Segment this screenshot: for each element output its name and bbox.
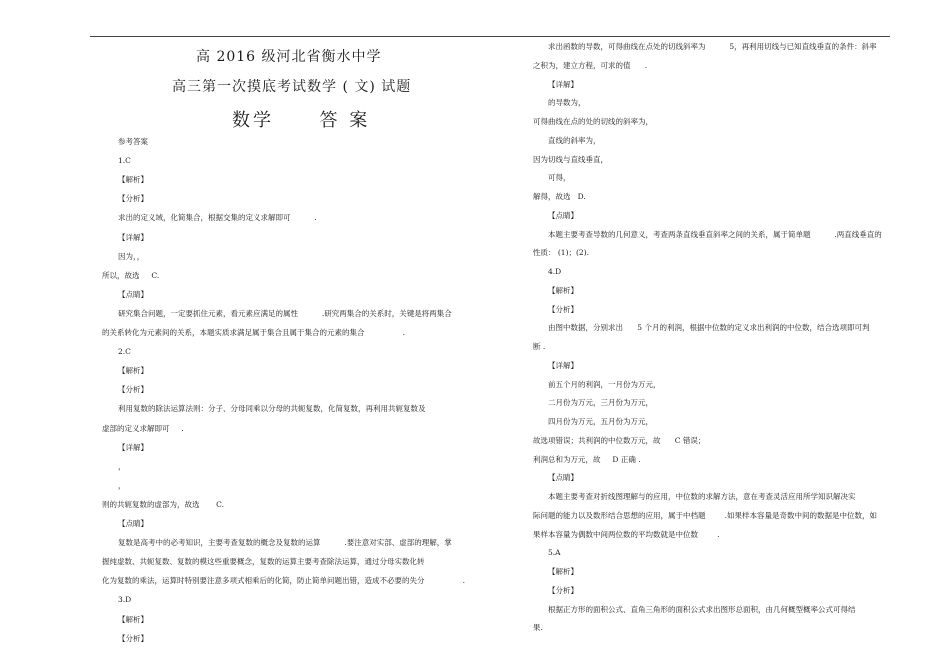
left-column-line: 研究集合问题，一定要抓住元素，看元素应满足的属性 .研究两集合的关系时，关键是将两集合 xyxy=(118,308,452,318)
left-column-line: 复数是高考中的必考知识，主要考查复数的概念及复数的运算 .要注意对实部、虚部的理解，掌 xyxy=(118,538,452,548)
left-column-line: 求出的定义域，化简集合，根据交集的定义求解即可 . xyxy=(118,213,317,223)
right-column-line: 的导数为， xyxy=(548,98,586,108)
left-column-line: 则的共轭复数的虚部为，故选 C. xyxy=(102,499,225,509)
left-column-line: 虚部的定义求解即可 . xyxy=(102,423,184,433)
left-column-line: 【详解】 xyxy=(118,232,148,242)
title-word-answer: 答 案 xyxy=(319,110,371,131)
top-rule xyxy=(90,36,890,37)
right-column-line: 利润总和为万元，故 D 正确 . xyxy=(533,454,641,464)
left-column-line: ， xyxy=(118,461,126,471)
left-column-line: 化为复数的乘法，运算时特别要注意多项式相乘后的化简，防止简单问题出错，造成不必要的失分 . xyxy=(102,576,466,586)
right-column-line: 【点睛】 xyxy=(548,210,578,220)
left-column-line: 【解析】 xyxy=(118,175,148,185)
right-column-line: 本题主要考查导数的几何意义，考查两条直线垂直斜率之间的关系，属于简单题 .两直线垂直的 xyxy=(548,229,882,239)
right-column-line: 故选项错误；共利润的中位数万元，故 C 错误； xyxy=(533,435,706,445)
left-column-line: 握纯虚数、共轭复数、复数的模这些重要概念，复数的运算主要考查除法运算，通过分母实数化转 xyxy=(102,557,425,567)
right-column-line: 可得曲线在点的处的切线的斜率为， xyxy=(533,117,653,126)
left-column-line: 参考答案 xyxy=(118,137,148,146)
title-answer xyxy=(232,106,370,132)
right-column-line: 二月份为万元，三月份为万元， xyxy=(548,398,653,408)
left-column-line: 的关系转化为元素间的关系，本题实质求满足属于集合且属于集合的元素的集合 . xyxy=(102,328,406,337)
right-column-line: 本题主要考查对折线图理解与的应用，中位数的求解方法，意在考查灵活应用所学知识解决实 xyxy=(548,492,856,501)
right-column-line: 直线的斜率为， xyxy=(548,135,601,145)
left-column-line: 【详解】 xyxy=(118,442,148,452)
left-column-line: 因为，， xyxy=(118,251,145,261)
right-column-line: 【解析】 xyxy=(548,567,578,576)
right-column-line: 四月份为万元，五月份为万元， xyxy=(548,417,653,426)
right-column-line: 前五个月的利润，一月份为万元， xyxy=(548,379,661,389)
left-column-line: 所以，故选 C. xyxy=(102,270,160,280)
right-column-line: 可得， xyxy=(548,173,571,183)
right-column-line: 因为切线与直线垂直， xyxy=(533,154,608,164)
right-column-line: 【分析】 xyxy=(548,304,578,314)
left-column-line: 3.D xyxy=(118,595,132,605)
left-column-line: 【分析】 xyxy=(118,385,148,395)
right-column-line: 由图中数据，分别求出 5 个月的利润，根据中位数的定义求出利润的中位数，结合选项即可判 xyxy=(548,323,870,333)
right-column-line: 4.D xyxy=(548,267,562,276)
right-column-line: 解得，故选 D. xyxy=(533,192,586,201)
right-column-line: 断 . xyxy=(533,342,546,351)
left-column-line: 【解析】 xyxy=(118,366,148,376)
right-column-line: 【点睛】 xyxy=(548,473,578,483)
right-column-line: 之积为，建立方程，可求的值 . xyxy=(533,60,648,70)
right-column-line: 果样本容量为偶数中间两位数的平均数就是中位数 . xyxy=(533,529,720,539)
right-column-line: 5.A xyxy=(548,548,561,558)
right-column-line: 际问题的能力以及数形结合思想的应用，属于中档题 .如果样本容量是奇数中间的数据是中位数，如 xyxy=(533,510,877,520)
right-column-line: 根据正方形的面积公式、直角三角形的面积公式求出图形总面积，由几何概型概率公式可得结 xyxy=(548,604,856,614)
title-word-subject: 数学 xyxy=(232,110,274,131)
title-exam: 高三第一次摸底考试数学 ( 文) 试题 xyxy=(172,79,412,95)
left-column-line: 【点睛】 xyxy=(118,519,148,528)
right-column-line: 性质： (1)；(2). xyxy=(533,248,590,258)
right-column-line: 【详解】 xyxy=(548,79,578,89)
right-column-line: 【分析】 xyxy=(548,585,578,595)
left-column-line: 【分析】 xyxy=(118,194,148,204)
right-column-line: 【解析】 xyxy=(548,285,578,295)
left-column-line: 2.C xyxy=(118,347,131,357)
right-column-line: 【详解】 xyxy=(548,360,578,370)
right-column-line: 果. xyxy=(533,623,543,633)
left-column-line: ， xyxy=(118,480,126,490)
left-column-line: 1.C xyxy=(118,156,131,166)
left-column-line: 【解析】 xyxy=(118,614,148,624)
left-column-line: 【分析】 xyxy=(118,633,148,643)
left-column-line: 利用复数的除法运算法则：分子、分母同乘以分母的共轭复数，化简复数，再利用共轭复数及 xyxy=(118,404,426,414)
right-column-line: 求出函数的导数，可得曲线在点处的切线斜率为 5，再利用切线与已知直线垂直的条件：斜率 xyxy=(548,42,877,51)
title-school: 高 2016 级河北省衡水中学 xyxy=(196,49,382,65)
left-column-line: 【点睛】 xyxy=(118,289,148,299)
